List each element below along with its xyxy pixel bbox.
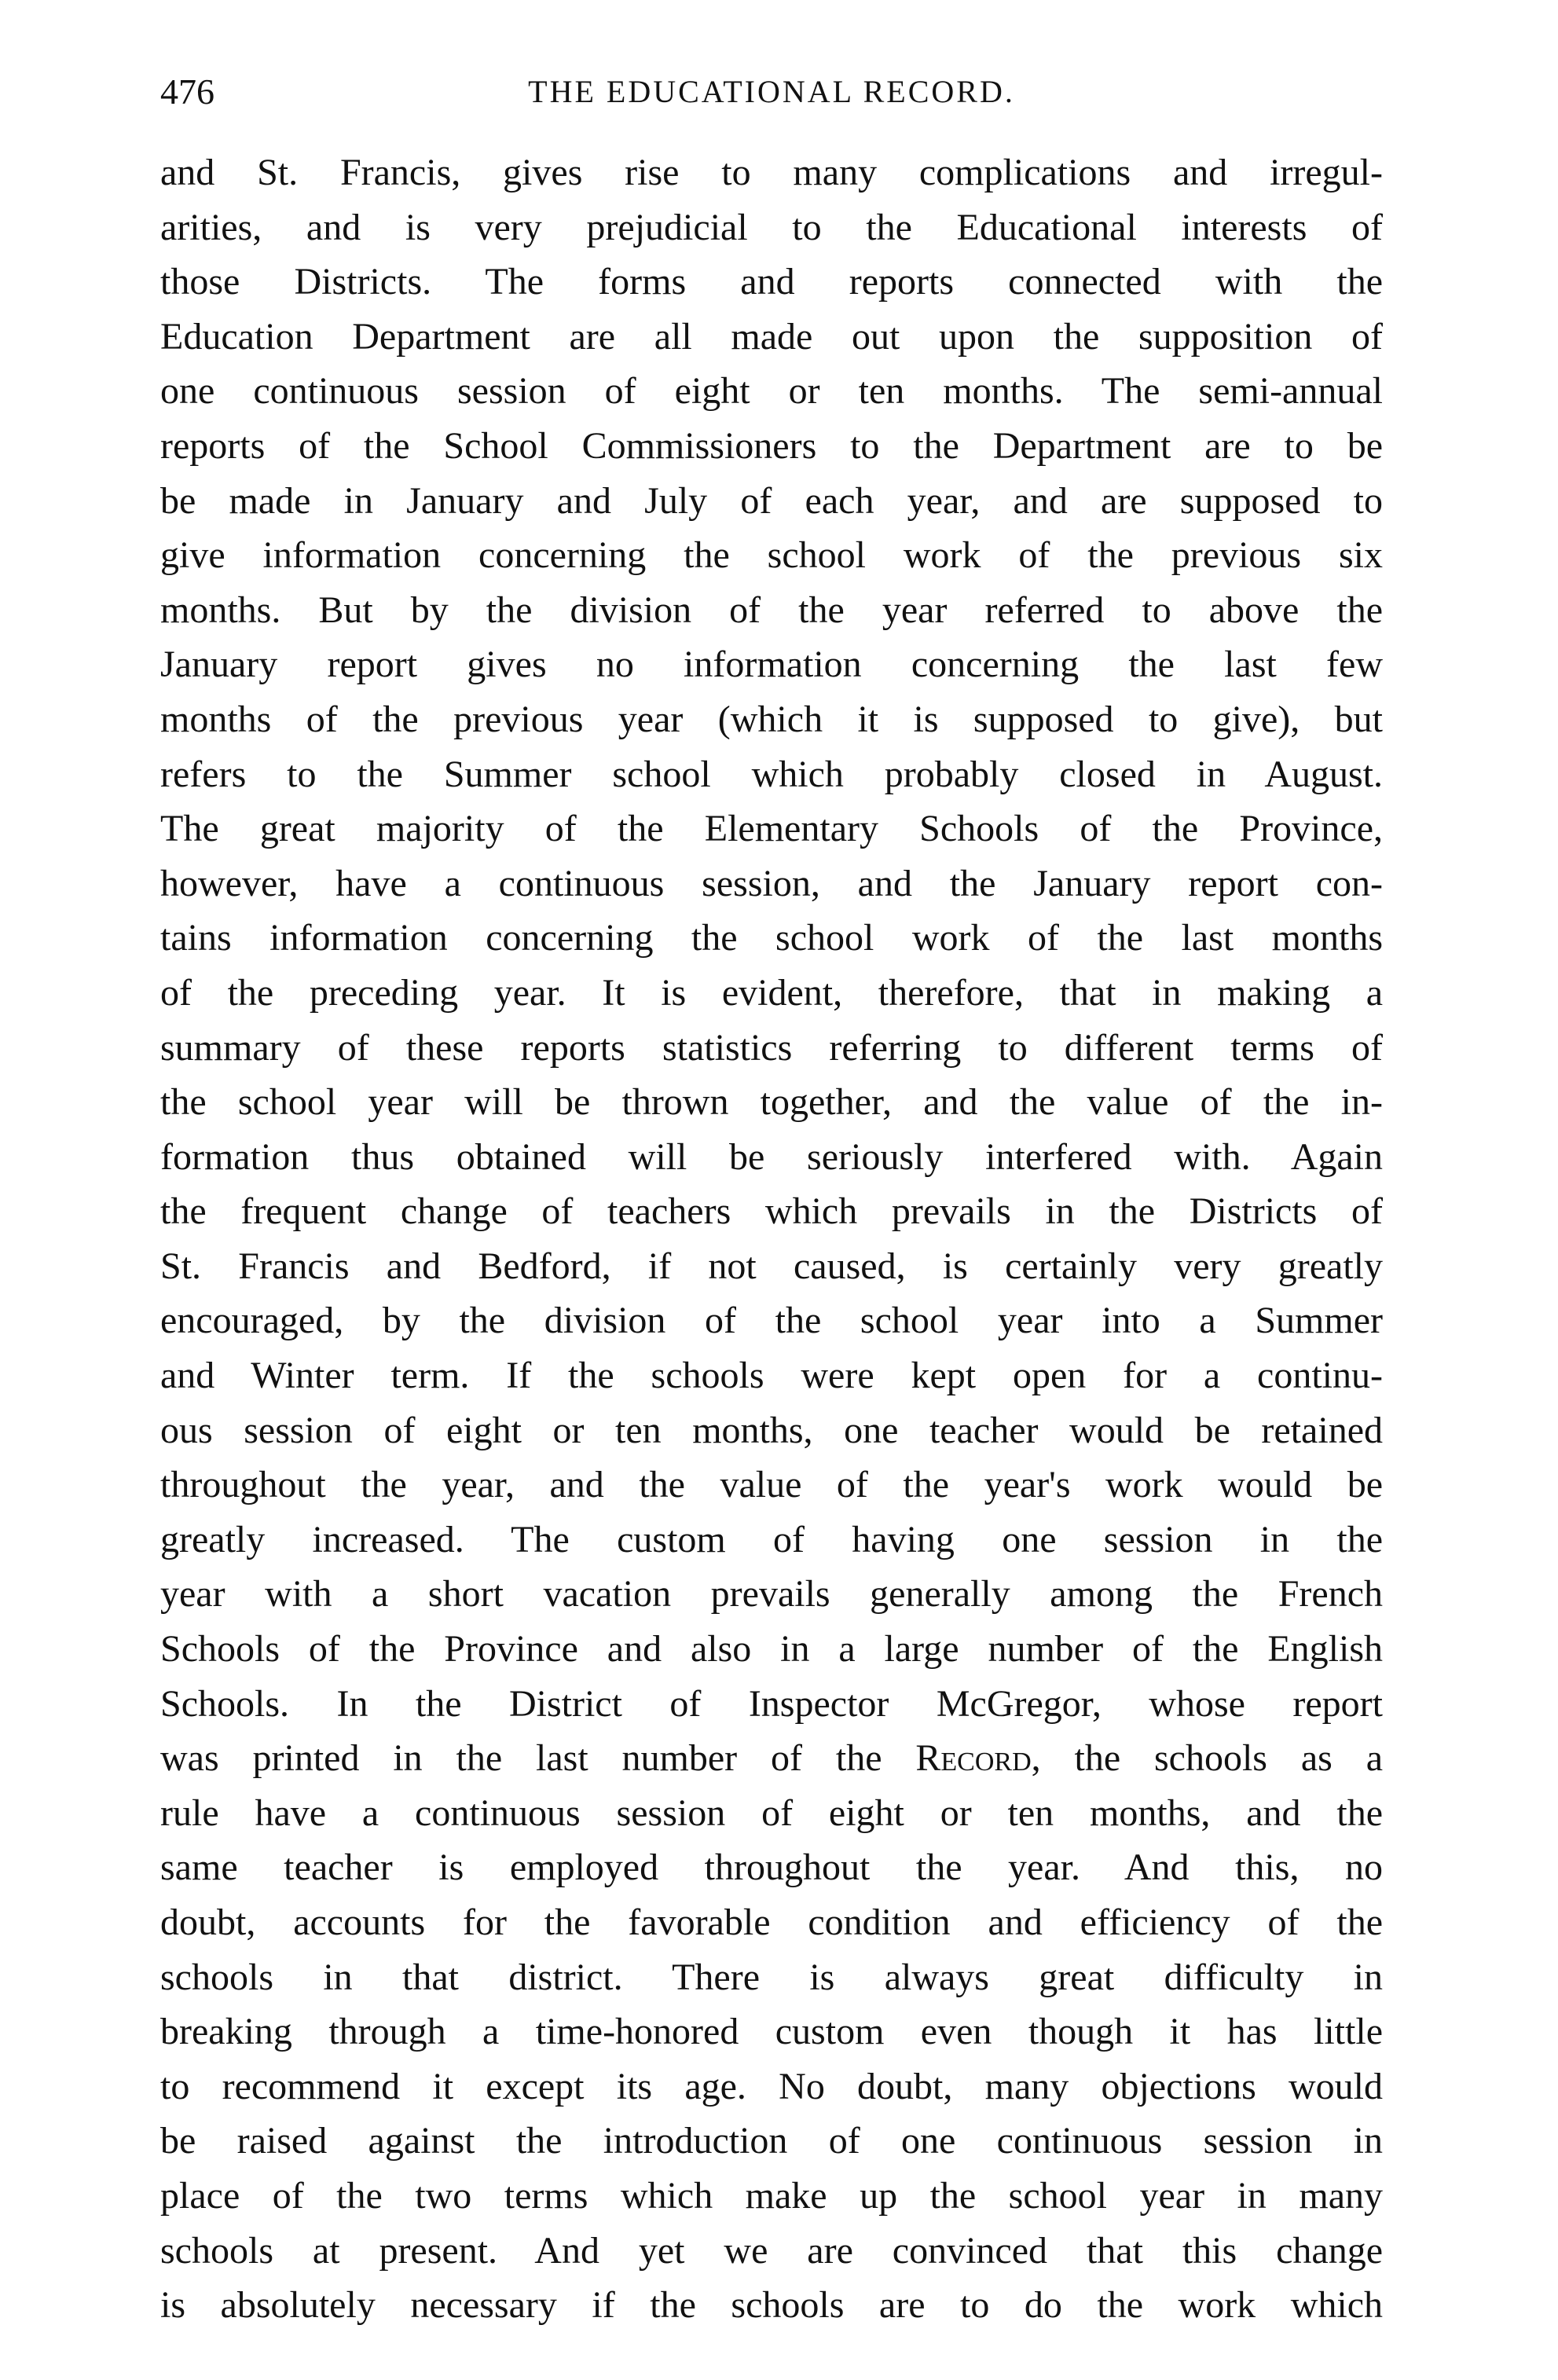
- text-line: throughout the year, and the value of the year's work would be: [160, 1464, 1383, 1506]
- text-line: those Districts. The forms and reports connected with the: [160, 261, 1383, 303]
- text-line: is absolutely necessary if the schools are to do the work which: [160, 2284, 1383, 2327]
- text-line: reports of the School Commissioners to the Department are to be: [160, 424, 1383, 467]
- text-line: Schools. In the District of Inspector McGregor, whose report: [160, 1682, 1383, 1725]
- page-number: 476: [160, 72, 214, 112]
- text-line: The great majority of the Elementary Schools of the Province,: [160, 808, 1383, 850]
- text-line: months. But by the division of the year referred to above the: [160, 589, 1383, 631]
- text-line: and Winter term. If the schools were kept open for a continu-: [160, 1355, 1383, 1397]
- record-small-caps: Record: [915, 1737, 1032, 1780]
- text-line: place of the two terms which make up the school year in many: [160, 2174, 1383, 2217]
- text-line: January report gives no information concerning the last few: [160, 644, 1383, 686]
- text-line: refers to the Summer school which probably closed in August.: [160, 753, 1383, 795]
- text-line: Schools of the Province and also in a large number of the English: [160, 1628, 1383, 1670]
- text-line: however, have a continuous session, and the January report con-: [160, 862, 1383, 904]
- text-line: arities, and is very prejudicial to the Educational interests of: [160, 206, 1383, 248]
- text-line-mixed: [160, 1731, 1383, 1786]
- text-line: summary of these reports statistics referring to different terms of: [160, 1026, 1383, 1069]
- text-segment: , the schools as a: [1031, 1737, 1383, 1780]
- text-line: one continuous session of eight or ten months. The semi-annual: [160, 370, 1383, 413]
- text-line: the school year will be thrown together, and the value of the in-: [160, 1081, 1383, 1124]
- text-line: the frequent change of teachers which prevails in the Districts of: [160, 1190, 1383, 1233]
- text-line: breaking through a time-honored custom even though it has little: [160, 2011, 1383, 2053]
- text-line: doubt, accounts for the favorable condition and efficiency of the: [160, 1901, 1383, 1943]
- text-line: and St. Francis, gives rise to many complications and irregul-: [160, 152, 1383, 193]
- text-line: Education Department are all made out upon the supposition of: [160, 315, 1383, 358]
- text-line: to recommend it except its age. No doubt, many objections would: [160, 2065, 1383, 2107]
- text-line: ous session of eight or ten months, one teacher would be retained: [160, 1409, 1383, 1451]
- text-line: same teacher is employed throughout the year. And this, no: [160, 1846, 1383, 1889]
- body-text: [160, 145, 1383, 2333]
- text-line: schools in that district. There is always great difficulty in: [160, 1956, 1383, 1998]
- text-line: year with a short vacation prevails generally among the French: [160, 1573, 1383, 1615]
- text-line: rule have a continuous session of eight or ten months, and the: [160, 1791, 1383, 1834]
- text-line: formation thus obtained will be seriously interfered with. Again: [160, 1135, 1383, 1178]
- text-segment: was printed in the last number of the: [160, 1737, 882, 1780]
- text-line: schools at present. And yet we are convinced that this change: [160, 2229, 1383, 2272]
- text-line: be made in January and July of each year, and are supposed to: [160, 479, 1383, 522]
- text-line: encouraged, by the division of the school year into a Summer: [160, 1300, 1383, 1342]
- text-line: give information concerning the school work of the previous six: [160, 534, 1383, 577]
- journal-title: THE EDUCATIONAL RECORD.: [528, 74, 1015, 109]
- text-line: months of the previous year (which it is supposed to give), but: [160, 698, 1383, 740]
- text-line: of the preceding year. It is evident, therefore, that in making a: [160, 971, 1383, 1014]
- text-line: greatly increased. The custom of having one session in the: [160, 1518, 1383, 1560]
- running-head: [160, 64, 1383, 119]
- text-line: tains information concerning the school work of the last months: [160, 917, 1383, 959]
- text-line: be raised against the introduction of one continuous session in: [160, 2120, 1383, 2162]
- text-line: St. Francis and Bedford, if not caused, is certainly very greatly: [160, 1245, 1383, 1287]
